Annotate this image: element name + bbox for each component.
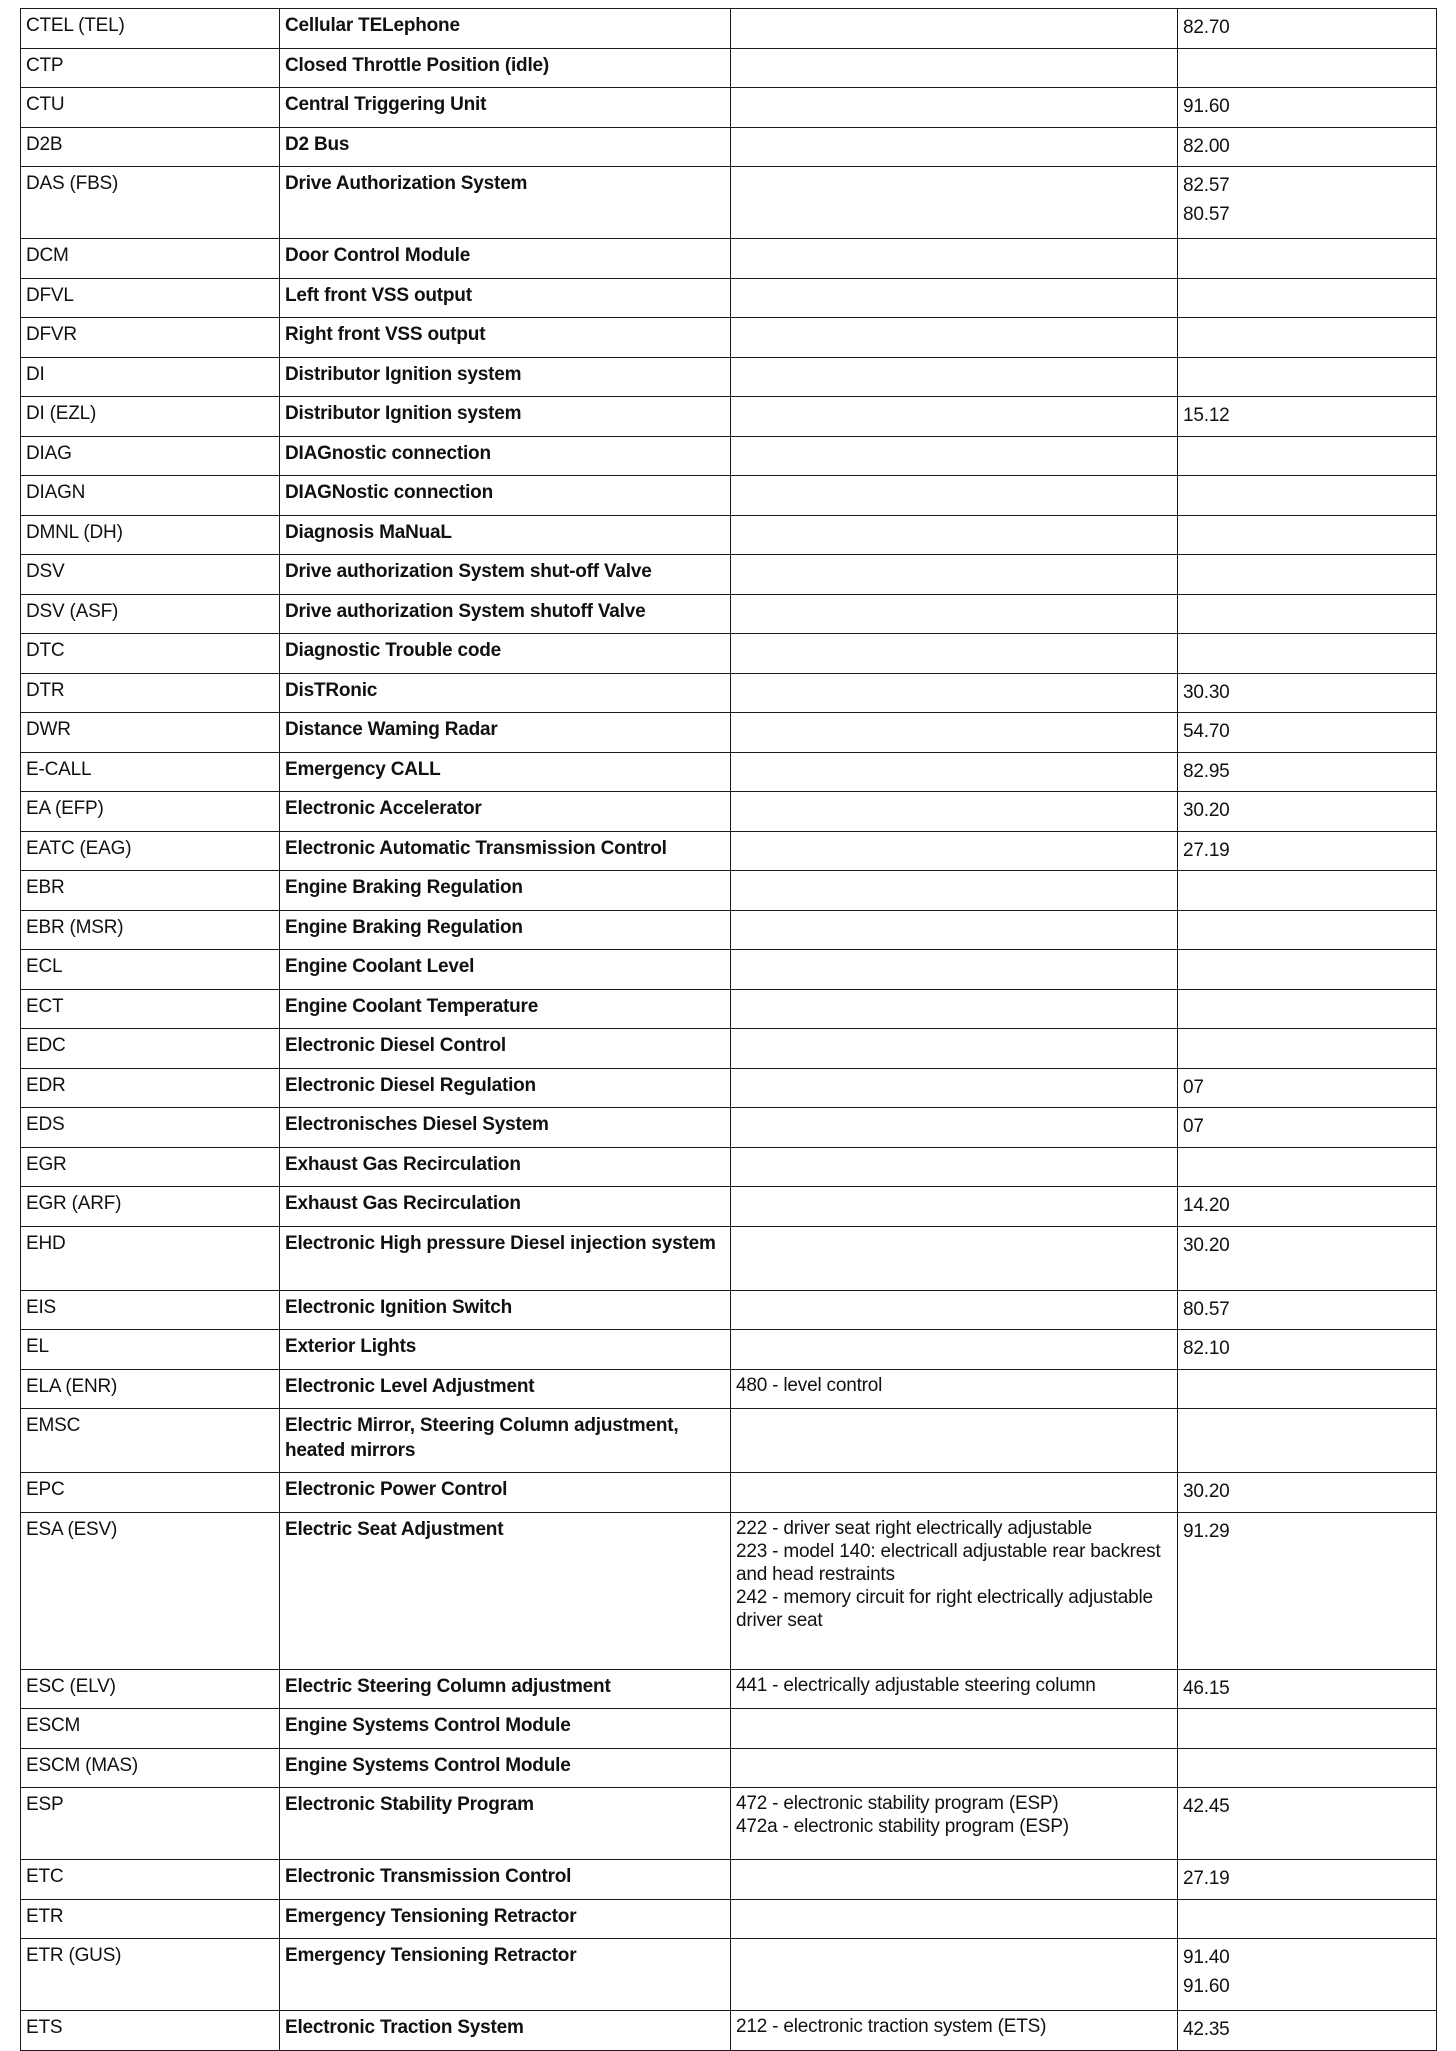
reference-cell: [1178, 1512, 1437, 1669]
description-cell: Engine Coolant Temperature: [280, 989, 731, 1029]
notes-cell: [731, 48, 1178, 88]
description-cell: Emergency Tensioning Retractor: [280, 1939, 731, 2011]
abbreviation-cell: EGR: [21, 1147, 280, 1187]
table-row: [21, 1860, 1437, 1900]
reference-cell: [1178, 1108, 1437, 1148]
description-cell: Electronic Automatic Transmission Control: [280, 831, 731, 871]
notes-cell: [731, 752, 1178, 792]
reference-cell: [1178, 1473, 1437, 1513]
abbreviation-cell: DMNL (DH): [21, 515, 280, 555]
abbreviation-cell: EDS: [21, 1108, 280, 1148]
note-line: 441 - electrically adjustable steering column: [736, 1674, 1096, 1696]
reference-cell: [1178, 634, 1437, 674]
reference-line: 80.57: [1183, 1298, 1230, 1320]
description-cell: Engine Coolant Level: [280, 950, 731, 990]
description-cell: Engine Braking Regulation: [280, 871, 731, 911]
description-cell: Electric Steering Column adjustment: [280, 1669, 731, 1709]
table-row: [21, 1788, 1437, 1860]
description-cell: Door Control Module: [280, 239, 731, 279]
reference-line: 42.45: [1183, 1796, 1230, 1817]
notes-cell: [731, 239, 1178, 279]
note-line: 472 - electronic stability program (ESP): [736, 1793, 1059, 1814]
description-cell: Emergency Tensioning Retractor: [280, 1899, 731, 1939]
notes-cell: [731, 1748, 1178, 1788]
notes-cell: [731, 1147, 1178, 1187]
abbreviation-cell: EIS: [21, 1290, 280, 1330]
table-row: [21, 1709, 1437, 1749]
reference-line: 46.15: [1183, 1677, 1230, 1699]
reference-cell: [1178, 910, 1437, 950]
table-row: [21, 1939, 1437, 2011]
abbreviation-cell: E-CALL: [21, 752, 280, 792]
reference-line: 91.40: [1183, 1947, 1230, 1968]
reference-cell: [1178, 436, 1437, 476]
abbreviation-cell: DI (EZL): [21, 397, 280, 437]
abbreviation-cell: ESCM: [21, 1709, 280, 1749]
reference-cell: [1178, 752, 1437, 792]
table-row: [21, 871, 1437, 911]
table-row: [21, 1369, 1437, 1409]
abbreviation-cell: DSV (ASF): [21, 594, 280, 634]
note-line: 223 - model 140: electricall adjustable rear backrest and head restraints: [736, 1540, 1161, 1585]
description-cell: Distributor Ignition system: [280, 397, 731, 437]
notes-cell: [731, 910, 1178, 950]
table-row: [21, 476, 1437, 516]
description-cell: Engine Systems Control Module: [280, 1709, 731, 1749]
reference-cell: [1178, 1860, 1437, 1900]
abbreviation-cell: DAS (FBS): [21, 167, 280, 239]
abbreviation-cell: DFVL: [21, 278, 280, 318]
description-cell: DIAGNostic connection: [280, 476, 731, 516]
notes-cell: [731, 989, 1178, 1029]
abbreviation-cell: ESA (ESV): [21, 1512, 280, 1669]
reference-cell: [1178, 555, 1437, 595]
reference-cell: [1178, 1669, 1437, 1709]
table-row: [21, 278, 1437, 318]
notes-cell: [731, 1860, 1178, 1900]
abbreviation-cell: ESC (ELV): [21, 1669, 280, 1709]
notes-cell: [731, 1788, 1178, 1860]
reference-cell: [1178, 1187, 1437, 1227]
abbreviation-cell: EBR (MSR): [21, 910, 280, 950]
table-row: [21, 436, 1437, 476]
table-row: [21, 88, 1437, 128]
notes-cell: [731, 127, 1178, 167]
reference-cell: [1178, 515, 1437, 555]
abbreviation-cell: ECT: [21, 989, 280, 1029]
reference-cell: [1178, 318, 1437, 358]
table-row: [21, 713, 1437, 753]
reference-line: 30.30: [1183, 681, 1230, 703]
reference-cell: [1178, 167, 1437, 239]
abbreviation-cell: ETC: [21, 1860, 280, 1900]
description-cell: Electronic Accelerator: [280, 792, 731, 832]
reference-cell: [1178, 48, 1437, 88]
reference-cell: [1178, 1068, 1437, 1108]
abbreviation-cell: EDC: [21, 1029, 280, 1069]
table-row: [21, 1068, 1437, 1108]
description-cell: Electronic Traction System: [280, 2011, 731, 2051]
notes-cell: [731, 515, 1178, 555]
table-row: [21, 1409, 1437, 1473]
reference-line: 91.60: [1183, 96, 1230, 117]
notes-cell: [731, 1029, 1178, 1069]
table-row: [21, 752, 1437, 792]
notes-cell: [731, 1939, 1178, 2011]
notes-cell: [731, 1068, 1178, 1108]
abbreviation-cell: EPC: [21, 1473, 280, 1513]
abbreviation-table-body: [21, 9, 1437, 2051]
notes-cell: [731, 318, 1178, 358]
notes-cell: [731, 673, 1178, 713]
abbreviation-cell: DCM: [21, 239, 280, 279]
table-row: [21, 1899, 1437, 1939]
table-row: [21, 167, 1437, 239]
reference-cell: [1178, 1939, 1437, 2011]
table-row: [21, 910, 1437, 950]
notes-cell: [731, 1226, 1178, 1290]
notes-cell: [731, 713, 1178, 753]
description-cell: Electronic High pressure Diesel injection system: [280, 1226, 731, 1290]
description-cell: Electronisches Diesel System: [280, 1108, 731, 1148]
description-cell: DisTRonic: [280, 673, 731, 713]
reference-line: 82.70: [1183, 17, 1230, 38]
notes-cell: [731, 9, 1178, 49]
notes-cell: [731, 88, 1178, 128]
table-row: [21, 1669, 1437, 1709]
reference-line: 80.57: [1183, 204, 1230, 225]
table-row: [21, 594, 1437, 634]
description-cell: Electric Mirror, Steering Column adjustment, heated mirrors: [280, 1409, 731, 1473]
table-row: [21, 1330, 1437, 1370]
abbreviation-cell: DTC: [21, 634, 280, 674]
abbreviation-cell: EBR: [21, 871, 280, 911]
note-line: 480 - level control: [736, 1374, 883, 1396]
notes-cell: [731, 278, 1178, 318]
note-line: 212 - electronic traction system (ETS): [736, 2016, 1047, 2037]
reference-cell: [1178, 397, 1437, 437]
reference-cell: [1178, 831, 1437, 871]
reference-cell: [1178, 476, 1437, 516]
notes-cell: [731, 167, 1178, 239]
table-row: [21, 397, 1437, 437]
notes-cell: [731, 792, 1178, 832]
notes-cell: [731, 1369, 1178, 1409]
abbreviation-cell: ETR: [21, 1899, 280, 1939]
notes-cell: [731, 1409, 1178, 1473]
abbreviation-cell: DSV: [21, 555, 280, 595]
description-cell: Electronic Stability Program: [280, 1788, 731, 1860]
reference-cell: [1178, 127, 1437, 167]
reference-cell: [1178, 88, 1437, 128]
notes-cell: [731, 634, 1178, 674]
abbreviation-cell: EATC (EAG): [21, 831, 280, 871]
table-row: [21, 1108, 1437, 1148]
description-cell: Distance Waming Radar: [280, 713, 731, 753]
reference-cell: [1178, 989, 1437, 1029]
abbreviation-cell: EDR: [21, 1068, 280, 1108]
notes-cell: [731, 1187, 1178, 1227]
table-row: [21, 357, 1437, 397]
abbreviation-cell: DFVR: [21, 318, 280, 358]
table-row: [21, 634, 1437, 674]
abbreviation-cell: EL: [21, 1330, 280, 1370]
notes-cell: [731, 1709, 1178, 1749]
description-cell: Electronic Ignition Switch: [280, 1290, 731, 1330]
abbreviation-cell: ESP: [21, 1788, 280, 1860]
table-row: [21, 989, 1437, 1029]
notes-cell: [731, 436, 1178, 476]
description-cell: Emergency CALL: [280, 752, 731, 792]
abbreviation-cell: ETR (GUS): [21, 1939, 280, 2011]
reference-cell: [1178, 239, 1437, 279]
description-cell: Cellular TELephone: [280, 9, 731, 49]
reference-cell: [1178, 1899, 1437, 1939]
reference-cell: [1178, 278, 1437, 318]
description-cell: Electronic Level Adjustment: [280, 1369, 731, 1409]
reference-cell: [1178, 2011, 1437, 2051]
reference-line: 91.29: [1183, 1520, 1230, 1542]
reference-line: 91.60: [1183, 1976, 1230, 1997]
table-row: [21, 831, 1437, 871]
notes-cell: [731, 950, 1178, 990]
reference-cell: [1178, 673, 1437, 713]
description-cell: Drive authorization System shutoff Valve: [280, 594, 731, 634]
abbreviation-cell: CTU: [21, 88, 280, 128]
abbreviation-cell: EMSC: [21, 1409, 280, 1473]
reference-cell: [1178, 1369, 1437, 1409]
notes-cell: [731, 1669, 1178, 1709]
reference-line: 82.57: [1183, 175, 1230, 196]
reference-cell: [1178, 1409, 1437, 1473]
notes-cell: [731, 476, 1178, 516]
table-row: [21, 1748, 1437, 1788]
reference-cell: [1178, 792, 1437, 832]
description-cell: Central Triggering Unit: [280, 88, 731, 128]
abbreviation-cell: DTR: [21, 673, 280, 713]
abbreviation-cell: ESCM (MAS): [21, 1748, 280, 1788]
reference-cell: [1178, 1029, 1437, 1069]
abbreviation-cell: DWR: [21, 713, 280, 753]
abbreviation-cell: CTP: [21, 48, 280, 88]
table-row: [21, 1187, 1437, 1227]
description-cell: Exhaust Gas Recirculation: [280, 1147, 731, 1187]
reference-line: 27.19: [1183, 1868, 1230, 1889]
notes-cell: [731, 1330, 1178, 1370]
reference-cell: [1178, 1748, 1437, 1788]
note-line: 472a - electronic stability program (ESP): [736, 1816, 1069, 1837]
table-row: [21, 673, 1437, 713]
notes-cell: [731, 397, 1178, 437]
table-row: [21, 1226, 1437, 1290]
table-row: [21, 1512, 1437, 1669]
notes-cell: [731, 1512, 1178, 1669]
description-cell: Distributor Ignition system: [280, 357, 731, 397]
reference-cell: [1178, 1147, 1437, 1187]
table-row: [21, 2011, 1437, 2051]
table-row: [21, 1029, 1437, 1069]
reference-cell: [1178, 594, 1437, 634]
reference-cell: [1178, 713, 1437, 753]
reference-cell: [1178, 871, 1437, 911]
reference-line: 82.10: [1183, 1338, 1230, 1359]
abbreviation-cell: ELA (ENR): [21, 1369, 280, 1409]
reference-line: 30.20: [1183, 800, 1230, 821]
description-cell: D2 Bus: [280, 127, 731, 167]
reference-line: 07: [1183, 1076, 1204, 1098]
abbreviation-cell: DIAG: [21, 436, 280, 476]
reference-line: 42.35: [1183, 2019, 1230, 2040]
description-cell: Drive Authorization System: [280, 167, 731, 239]
abbreviation-cell: EHD: [21, 1226, 280, 1290]
reference-cell: [1178, 357, 1437, 397]
description-cell: Diagnosis MaNuaL: [280, 515, 731, 555]
abbreviation-cell: ETS: [21, 2011, 280, 2051]
notes-cell: [731, 555, 1178, 595]
notes-cell: [731, 594, 1178, 634]
description-cell: Electric Seat Adjustment: [280, 1512, 731, 1669]
reference-line: 30.20: [1183, 1481, 1230, 1502]
notes-cell: [731, 871, 1178, 911]
notes-cell: [731, 1108, 1178, 1148]
reference-cell: [1178, 1226, 1437, 1290]
description-cell: Exterior Lights: [280, 1330, 731, 1370]
table-row: [21, 515, 1437, 555]
abbreviation-table: [20, 8, 1437, 2051]
notes-cell: [731, 1473, 1178, 1513]
abbreviation-cell: ECL: [21, 950, 280, 990]
description-cell: Electronic Diesel Regulation: [280, 1068, 731, 1108]
description-cell: Electronic Power Control: [280, 1473, 731, 1513]
reference-line: 82.00: [1183, 135, 1230, 157]
reference-line: 27.19: [1183, 839, 1230, 861]
description-cell: Engine Systems Control Module: [280, 1748, 731, 1788]
description-cell: Closed Throttle Position (idle): [280, 48, 731, 88]
reference-cell: [1178, 1709, 1437, 1749]
table-row: [21, 950, 1437, 990]
description-cell: Electronic Transmission Control: [280, 1860, 731, 1900]
table-row: [21, 555, 1437, 595]
reference-line: 54.70: [1183, 721, 1230, 742]
notes-cell: [731, 831, 1178, 871]
table-row: [21, 1290, 1437, 1330]
note-line: 222 - driver seat right electrically adjustable: [736, 1517, 1092, 1539]
abbreviation-cell: DI: [21, 357, 280, 397]
notes-cell: [731, 357, 1178, 397]
reference-line: 14.20: [1183, 1195, 1230, 1216]
reference-line: 07: [1183, 1116, 1204, 1137]
notes-cell: [731, 1290, 1178, 1330]
reference-line: 82.95: [1183, 760, 1230, 782]
description-cell: Right front VSS output: [280, 318, 731, 358]
abbreviation-cell: D2B: [21, 127, 280, 167]
reference-line: 30.20: [1183, 1234, 1230, 1256]
description-cell: Exhaust Gas Recirculation: [280, 1187, 731, 1227]
abbreviation-cell: EGR (ARF): [21, 1187, 280, 1227]
description-cell: Drive authorization System shut-off Valve: [280, 555, 731, 595]
description-cell: DIAGnostic connection: [280, 436, 731, 476]
abbreviation-cell: DIAGN: [21, 476, 280, 516]
abbreviation-cell: CTEL (TEL): [21, 9, 280, 49]
table-row: [21, 127, 1437, 167]
note-line: 242 - memory circuit for right electrically adjustable driver seat: [736, 1586, 1153, 1631]
reference-cell: [1178, 1330, 1437, 1370]
notes-cell: [731, 2011, 1178, 2051]
reference-cell: [1178, 1290, 1437, 1330]
reference-cell: [1178, 950, 1437, 990]
table-row: [21, 48, 1437, 88]
table-row: [21, 1473, 1437, 1513]
table-row: [21, 792, 1437, 832]
reference-cell: [1178, 1788, 1437, 1860]
reference-cell: [1178, 9, 1437, 49]
notes-cell: [731, 1899, 1178, 1939]
reference-line: 15.12: [1183, 405, 1230, 426]
description-cell: Electronic Diesel Control: [280, 1029, 731, 1069]
description-cell: Left front VSS output: [280, 278, 731, 318]
abbreviation-cell: EA (EFP): [21, 792, 280, 832]
table-row: [21, 239, 1437, 279]
table-row: [21, 318, 1437, 358]
table-row: [21, 1147, 1437, 1187]
description-cell: Diagnostic Trouble code: [280, 634, 731, 674]
table-row: [21, 9, 1437, 49]
description-cell: Engine Braking Regulation: [280, 910, 731, 950]
